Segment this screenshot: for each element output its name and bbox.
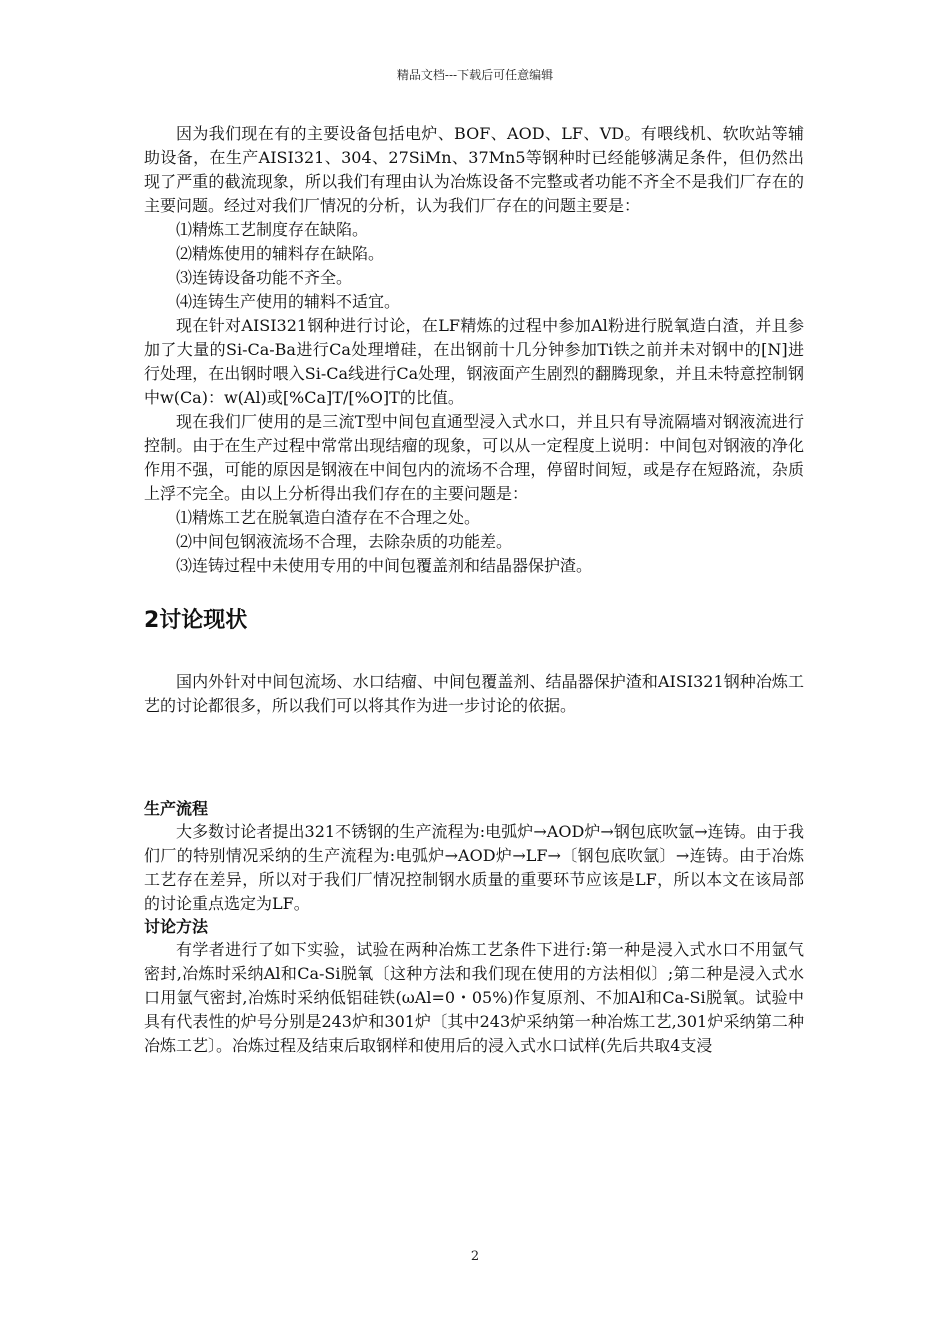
- problem-item: ⑵精炼使用的辅料存在缺陷。: [176, 244, 385, 263]
- page-header: 精品文档---下载后可任意编辑: [396, 68, 554, 82]
- problem-item: ⑷连铸生产使用的辅料不适宜。: [176, 292, 401, 311]
- section-heading-status: 2讨论现状: [144, 608, 248, 633]
- main-problem-item: ⑵中间包钢液流场不合理，去除杂质的功能差。: [176, 532, 513, 551]
- production-paragraph: 大多数讨论者提出321不锈钢的生产流程为:电弧炉→AOD炉→钢包底吹氩→连铸。由于我们厂的特别情况采纳的生产流程为:电弧炉→AOD炉→LF→〔钢包底吹氩〕→连铸。由于冶炼工艺存在差异，所以对于我们厂情况控制钢水质量的重要环节应该是LF，所以本文在该局部的讨论重点选定为LF。: [144, 822, 804, 913]
- page-number: 2: [470, 1249, 480, 1264]
- method-paragraph: 有学者进行了如下实验，试验在两种冶炼工艺条件下进行:第一种是浸入式水口不用氩气密封,冶炼时采纳Al和Ca-Si脱氧〔这种方法和我们现在使用的方法相似〕;第二种是浸入式水口用氩气密封,冶炼时采纳低铝硅铁(ωAl=0・05%)作复原剂、不加Al和Ca-Si脱氧。试验中具有代表性的炉号分别是243炉和301炉〔其中243炉采纳第一种冶炼工艺,301炉采纳第二种冶炼工艺〕。冶炼过程及结束后取钢样和使用后的浸入式水口试样(先后共取4支浸: [144, 940, 804, 1055]
- subheading-production-flow: 生产流程: [144, 799, 209, 818]
- problem-item: ⑴精炼工艺制度存在缺陷。: [176, 220, 369, 239]
- problem-item: ⑶连铸设备功能不齐全。: [176, 268, 353, 287]
- main-problem-item: ⑴精炼工艺在脱氧造白渣存在不合理之处。: [176, 508, 481, 527]
- status-paragraph: 国内外针对中间包流场、水口结瘤、中间包覆盖剂、结晶器保护渣和AISI321钢种冶炼工艺的讨论都很多，所以我们可以将其作为进一步讨论的依据。: [144, 672, 804, 715]
- document-body: [144, 122, 804, 1058]
- main-problem-item: ⑶连铸过程中未使用专用的中间包覆盖剂和结晶器保护渣。: [176, 556, 593, 575]
- subheading-method: 讨论方法: [144, 917, 209, 936]
- aisi321-paragraph: 现在针对AISI321钢种进行讨论，在LF精炼的过程中参加Al粉进行脱氧造白渣，并且参加了大量的Si-Ca-Ba进行Ca处理增硅，在出钢前十几分钟参加Ti铁之前并未对钢中的[N]进行处理，在出钢时喂入Si-Ca线进行Ca处理，钢液面产生剧烈的翻腾现象，并且未特意控制钢中w(Ca)：w(Al)或[%Ca]T/[%O]T的比值。: [144, 316, 804, 407]
- tundish-paragraph: 现在我们厂使用的是三流T型中间包直通型浸入式水口，并且只有导流隔墙对钢液流进行控制。由于在生产过程中常常出现结瘤的现象，可以从一定程度上说明：中间包对钢液的净化作用不强，可能的原因是钢液在中间包内的流场不合理，停留时间短，或是存在短路流，杂质上浮不完全。由以上分析得出我们存在的主要问题是：: [144, 412, 804, 503]
- intro-paragraph: 因为我们现在有的主要设备包括电炉、BOF、AOD、LF、VD。有喂线机、软吹站等辅助设备，在生产AISI321、304、27SiMn、37Mn5等钢种时已经能够满足条件，但仍然出现了严重的截流现象，所以我们有理由认为冶炼设备不完整或者功能不齐全不是我们厂存在的主要问题。经过对我们厂情况的分析，认为我们厂存在的问题主要是：: [144, 124, 804, 215]
